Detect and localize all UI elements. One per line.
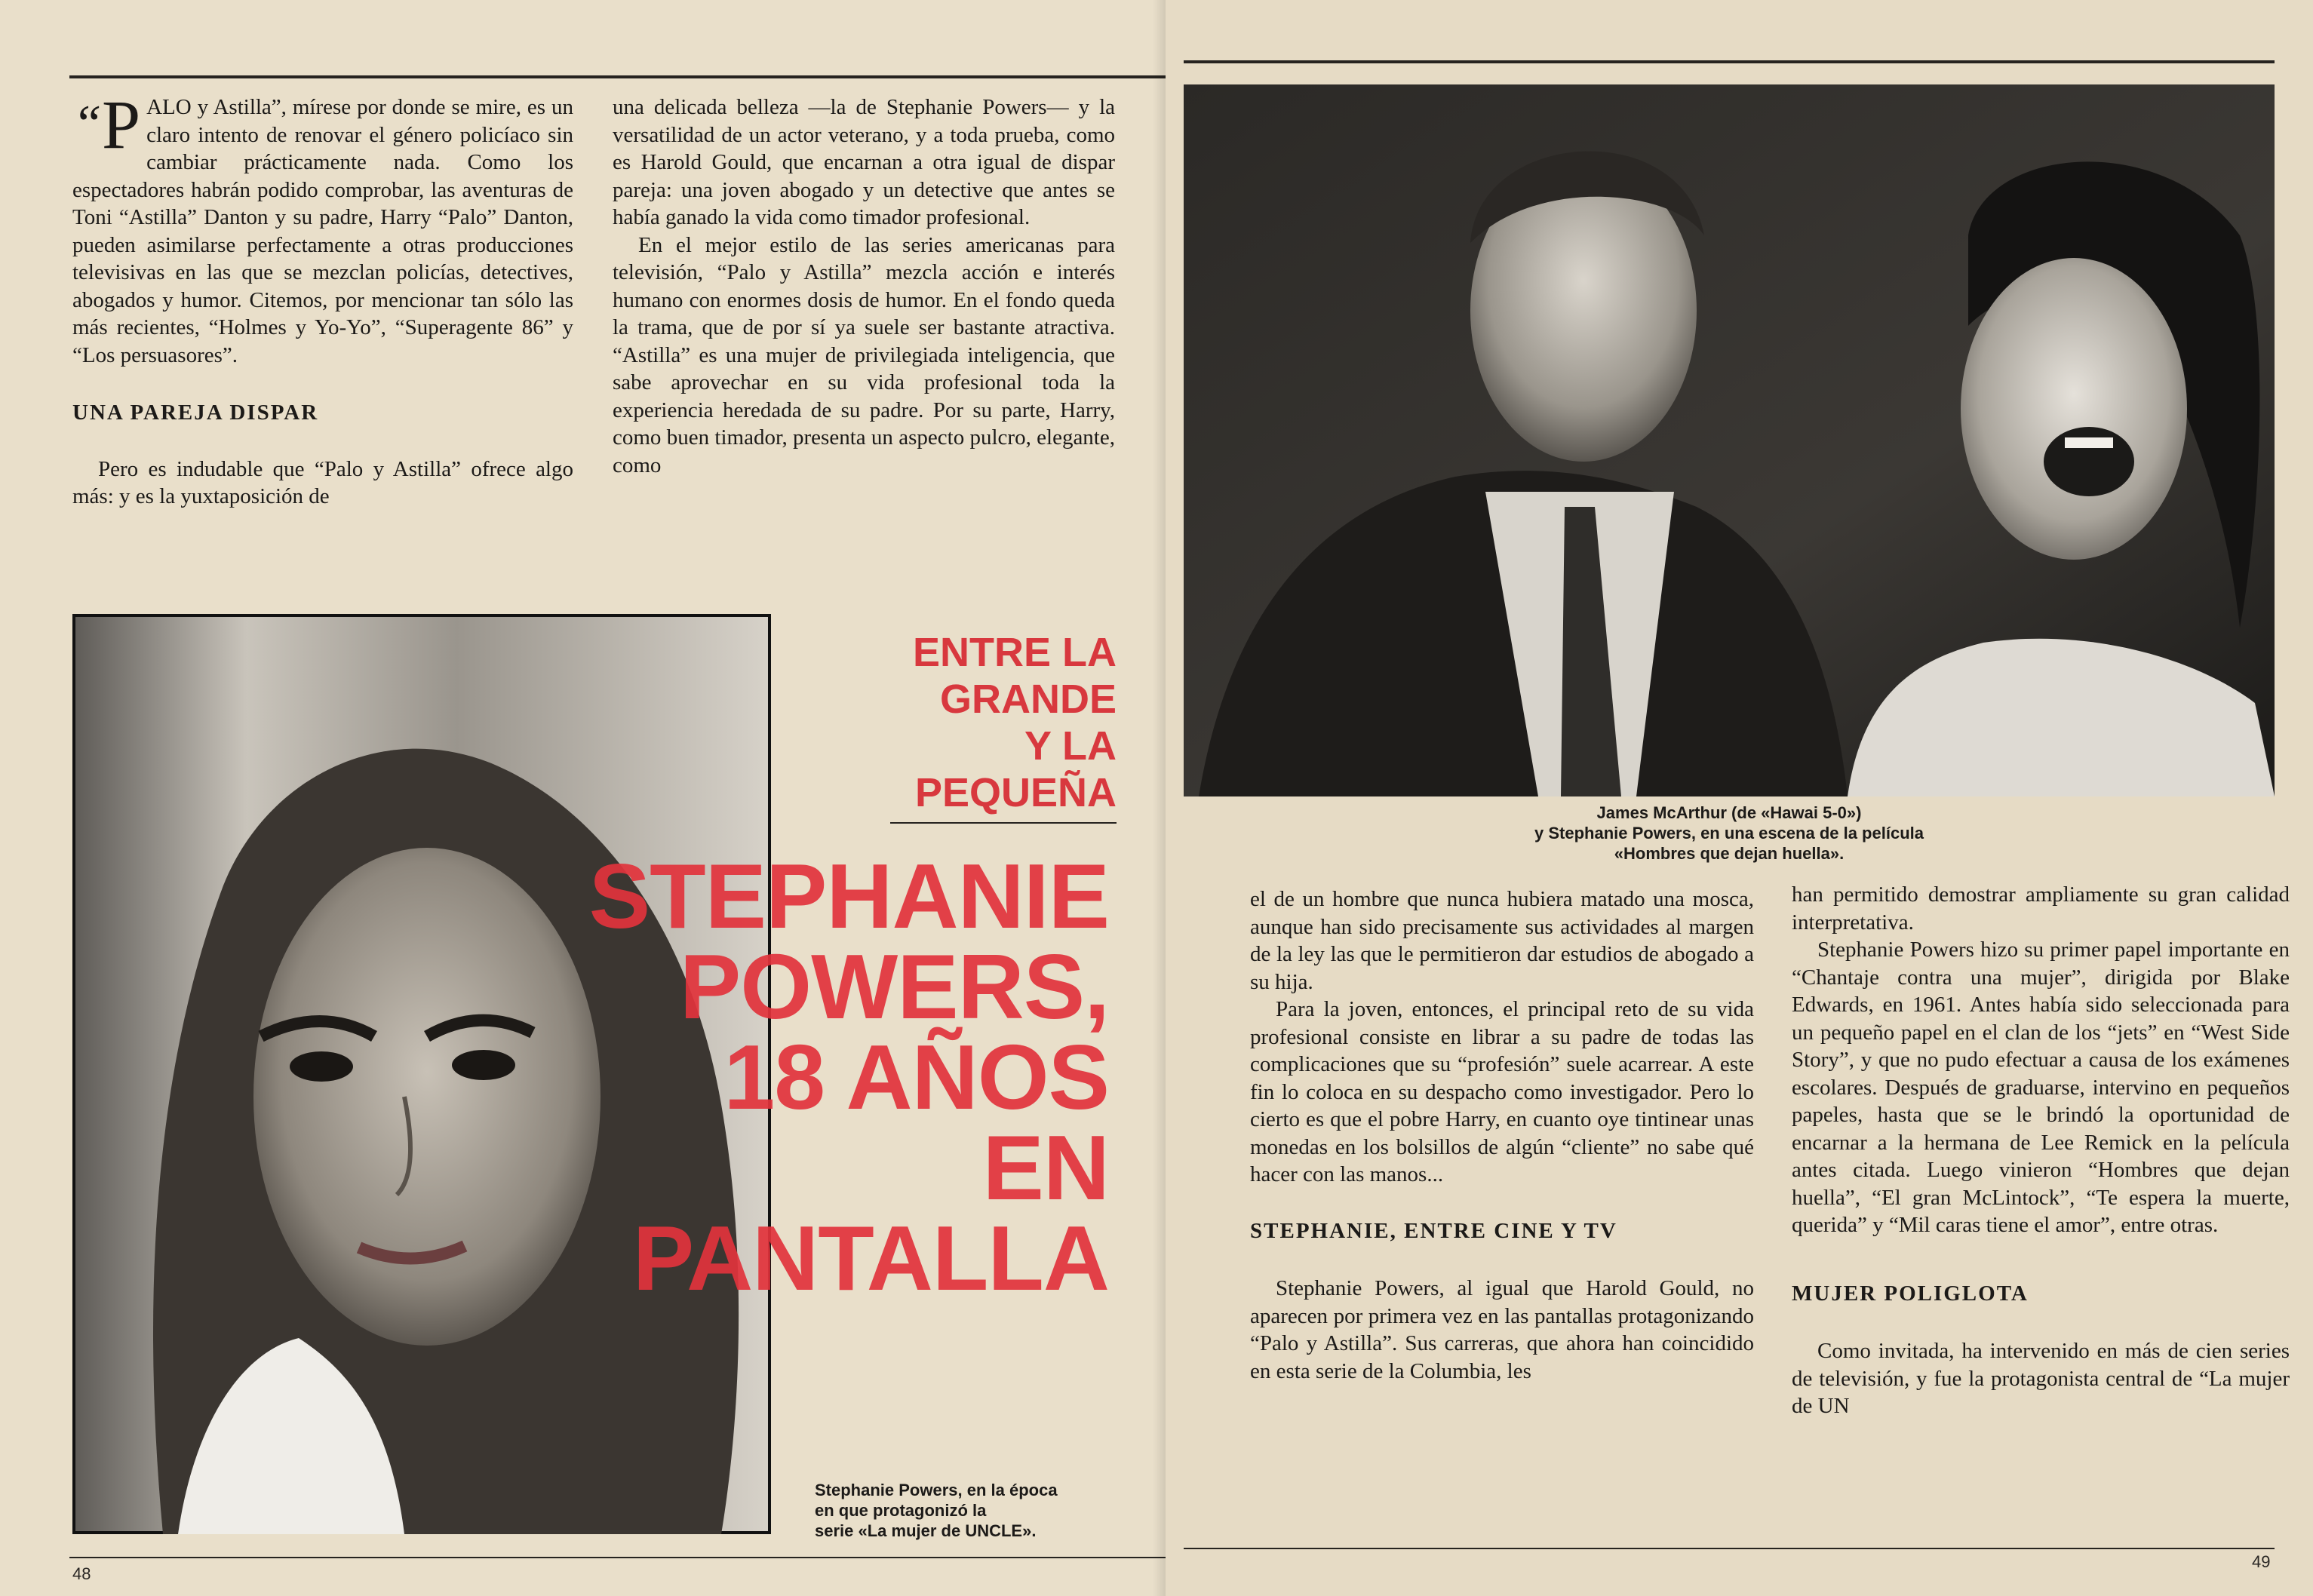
bottom-rule-right [1184,1548,2275,1549]
paragraph-primer-papel: Stephanie Powers hizo su primer papel importante en “Chantaje contra una mujer”, dirigida por Blake Edwards, en 1961. Antes había sido seleccionada para un pequeño papel en el clan de los “jets” en “West Side Story”, y que no pudo efectuar a causa de los exámenes escolares. Después de graduarse, intervino en pequeños papeles, hasta que se le brindó la oportunidad de encarnar a la hermana de Lee Remick en la película antes citada. Luego vinieron “Hombres que dejan huella”, “El gran McLintock”, “Te espera la muerte, querida” y “Mil caras tiene el amor”, entre otras. [1792,938,2290,1237]
paragraph-carreras: Stephanie Powers, al igual que Harold Gould, no aparecen por primera vez en las pantallas protagonizando “Palo y Astilla”. Sus carreras, que ahora han coincidido en esta serie de la Columbia, les [1250,1276,1754,1383]
paragraph-series: En el mejor estilo de las series americanas para televisión, “Palo y Astilla” mezcla acción e interés humano con enormes dosis de humor. En el fondo queda la trama, que de por sí ya suele ser bastante atractiva. “Astilla” es una mujer de privilegiada inteligencia, que sabe aprovechar en su vida profesional toda la experiencia heredada de su padre. Por su parte, Harry, como buen timador, presenta un aspecto pulcro, elegante, como [613,232,1115,477]
left-column-2 [613,94,1115,479]
paragraph-pareja: Pero es indudable que “Palo y Astilla” ofrece algo más: y es la yuxtaposición de [72,456,573,508]
section-heading-cine-tv: STEPHANIE, ENTRE CINE Y TV [1250,1218,1617,1243]
section-heading-poliglota: MUJER POLIGLOTA [1792,1281,2029,1306]
mcarthur-powers-photo [1184,84,2275,796]
right-column-2 [1792,881,2290,1420]
film-still-image [1184,84,2275,796]
page-number-right: 49 [2252,1552,2271,1571]
drop-cap: “P [72,86,141,163]
portrait-caption: Stephanie Powers, en la época en que protagonizó la serie «La mujer de UNCLE». [815,1481,1058,1540]
top-rule-right [1184,60,2275,63]
bottom-rule-left [69,1557,1169,1558]
left-column-1 [72,86,573,511]
main-headline: STEPHANIE POWERS, 18 AÑOS EN PANTALLA [588,845,1109,1309]
section-heading-pareja: UNA PAREJA DISPAR [72,401,319,425]
right-page [1166,0,2313,1596]
paragraph-invitada: Como invitada, ha intervenido en más de cien series de televisión, y fue la protagonista central de “La mujer de UN [1792,1339,2290,1418]
kicker-rule [890,822,1117,824]
paragraph-calidad: han permitido demostrar ampliamente su gran calidad interpretativa. [1792,882,2290,935]
intro-paragraph: “P ALO y Astilla”, mírese por donde se mire, es un claro intento de renovar el género policíaco sin cambiar prácticamente nada. Como los espectadores habrán podido comprobar, las aventuras de Toni “Astilla” Danton y su padre, Harry “Palo” Danton, pueden asimilarse perfectamente a otras producciones televisivas en las que se mezclan policías, detectives, abogados y humor. Citemos, por mencionar tan sólo las más recientes, “Holmes y Yo-Yo”, “Superagente 86” y “Los persuasores”. [72,86,573,367]
paragraph-belleza: una delicada belleza —la de Stephanie Powers— y la versatilidad de un actor veterano, y a toda prueba, como es Harold Gould, que encarnan a otra igual de dispar pareja: una joven abogado y un detective que antes se había ganado la vida como timador profesional. [613,95,1115,229]
film-still-caption: James McArthur (de «Hawai 5-0») y Stephanie Powers, en una escena de la película «Hombres que dejan huella». [1534,803,1924,863]
page-number-left: 48 [72,1564,91,1583]
kicker-headline: ENTRE LA GRANDE Y LA PEQUEÑA [913,630,1117,815]
paragraph-joven: Para la joven, entonces, el principal reto de su vida profesional consiste en librar a su padre de todas las complicaciones que su “profesión” suele acarrear. A este fin lo coloca en su despacho como investigador. Pero lo cierto es que el pobre Harry, en cuanto oye tintinear unas monedas en los bolsillos de algún “cliente” no sabe qué hacer con las manos... [1250,997,1754,1186]
right-column-1 [1250,885,1754,1385]
top-rule-left [69,75,1169,78]
paragraph-hombre: el de un hombre que nunca hubiera matado una mosca, aunque han sido precisamente sus actividades al margen de la ley las que le permitieron dar estudios de abogado a su hija. [1250,887,1754,994]
